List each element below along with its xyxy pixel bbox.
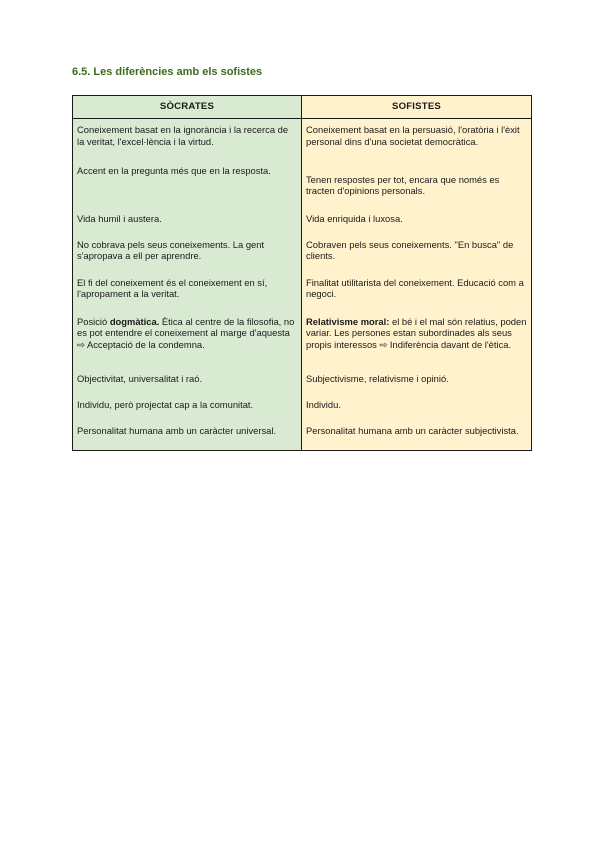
socrates-cell xyxy=(73,266,302,304)
socrates-cell xyxy=(73,304,302,364)
table-row xyxy=(73,416,532,451)
table-header-row xyxy=(73,96,532,119)
sofistes-cell xyxy=(302,230,532,266)
table-row xyxy=(73,364,532,390)
sofistes-text: Vida enriquida i luxosa. xyxy=(306,212,403,224)
socrates-text: Personalitat humana amb un caràcter universal. xyxy=(77,424,277,436)
header-socrates: SÒCRATES xyxy=(73,96,302,119)
socrates-text: Coneixement basat en la ignorància i la recerca de la veritat, l'excel·lència i la virtud. xyxy=(77,124,289,147)
socrates-text: Accent en la pregunta més que en la resposta. xyxy=(77,164,271,176)
table-row xyxy=(73,206,532,230)
sofistes-text: Cobraven pels seus coneixements. "En busca" de clients. xyxy=(306,238,514,262)
socrates-text xyxy=(73,304,301,351)
sofistes-text: Subjectivisme, relativisme i opinió. xyxy=(306,372,449,384)
socrates-cell xyxy=(73,416,302,451)
table-row xyxy=(73,119,532,160)
sofistes-cell xyxy=(302,390,532,416)
socrates-cell xyxy=(73,364,302,390)
sofistes-text: Finalitat utilitarista del coneixement. Educació com a negoci. xyxy=(306,276,524,300)
socrates-text-post: Ètica al centre de la filosofia, no es pot entendre el coneixement al marge d'aquesta ⇨ Acceptació de la condemna. xyxy=(77,315,295,350)
table-row xyxy=(73,160,532,206)
socrates-cell xyxy=(73,230,302,266)
table-row xyxy=(73,266,532,304)
socrates-cell xyxy=(73,160,302,206)
sofistes-text-post: el bé i el mal són relatius, poden variar. Les persones estan subordinades als seus propis interessos ⇨ Indiferència davant de l'ètica. xyxy=(306,315,527,350)
table-row xyxy=(73,304,532,364)
socrates-text: El fi del coneixement és el coneixement en sí, l'apropament a la veritat. xyxy=(77,276,268,300)
sofistes-text: Coneixement basat en la persuasió, l'oratòria i l'èxit personal dins d'una societat democràtica. xyxy=(306,124,520,147)
sofistes-cell xyxy=(302,119,532,160)
comparison-table xyxy=(72,95,532,451)
sofistes-cell xyxy=(302,304,532,364)
socrates-text: Objectivitat, universalitat i raó. xyxy=(77,372,203,384)
sofistes-text-bold: Relativisme moral: xyxy=(306,315,390,327)
socrates-text-bold: dogmàtica. xyxy=(109,315,160,327)
socrates-text: Vida humil i austera. xyxy=(77,212,162,224)
sofistes-cell xyxy=(302,206,532,230)
socrates-cell xyxy=(73,206,302,230)
socrates-cell xyxy=(73,390,302,416)
table-row xyxy=(73,390,532,416)
socrates-text: Individu, però projectat cap a la comunitat. xyxy=(77,398,254,410)
section-heading: 6.5. Les diferències amb els sofistes xyxy=(72,66,263,78)
sofistes-cell xyxy=(302,266,532,304)
sofistes-text xyxy=(302,304,531,351)
sofistes-text: Individu. xyxy=(306,398,341,410)
table-row xyxy=(73,230,532,266)
sofistes-text: Tenen respostes per tot, encara que només es tracten d'opinions personals. xyxy=(306,173,500,197)
sofistes-text: Personalitat humana amb un caràcter subjectivista. xyxy=(306,424,519,436)
sofistes-cell xyxy=(302,160,532,206)
socrates-text-pre: Posició xyxy=(77,315,110,327)
socrates-text: No cobrava pels seus coneixements. La gent s'apropava a ell per aprendre. xyxy=(77,238,265,262)
sofistes-cell xyxy=(302,416,532,451)
header-sofistes: SOFISTES xyxy=(302,96,532,119)
sofistes-cell xyxy=(302,364,532,390)
socrates-cell xyxy=(73,119,302,160)
